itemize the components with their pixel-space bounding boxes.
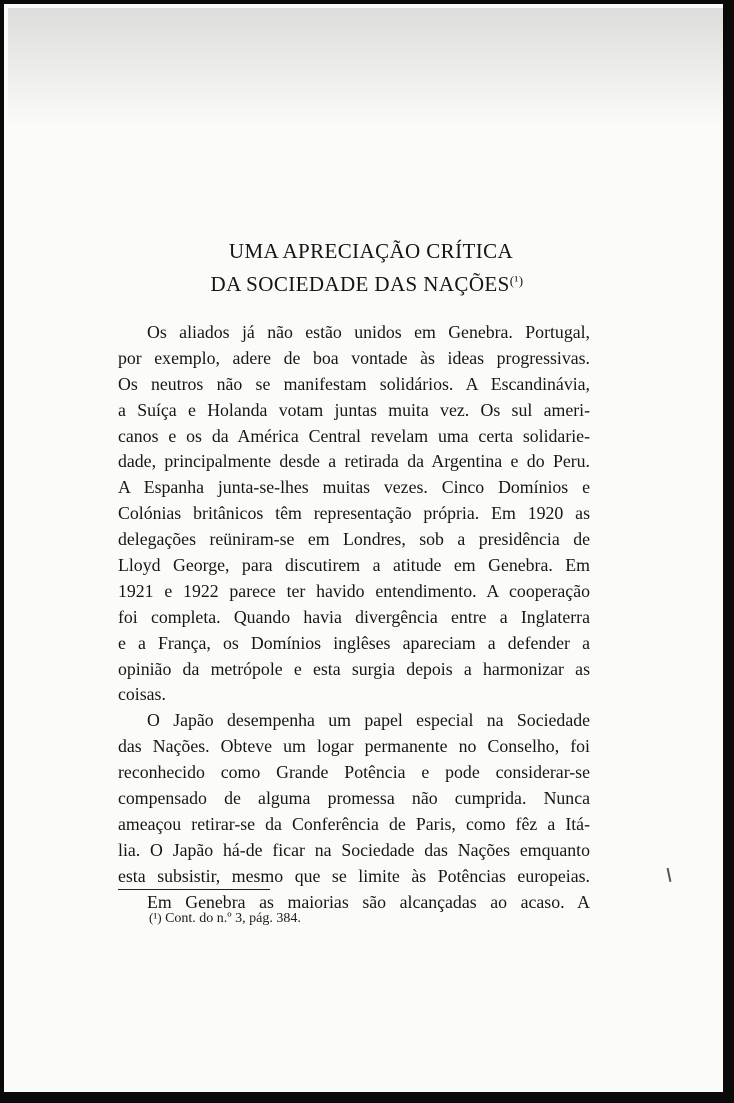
body-line: ameaçou retirar-se da Conferência de Paris, como fêz a Itá- — [118, 813, 590, 834]
article-title-line-1: UMA APRECIAÇÃO CRÍTICA — [228, 239, 514, 263]
body-line: opinião da metrópole e esta surgia depois a harmonizar as — [118, 658, 590, 679]
body-line: Colónias britânicos têm representação própria. Em 1920 as — [118, 503, 590, 524]
body-line: delegações reüniram-se em Londres, sob a presidência de — [118, 529, 590, 550]
article-body — [118, 320, 590, 915]
body-line: esta subsistir, mesmo que se limite às Potências europeias. — [118, 865, 590, 886]
body-line: canos e os da América Central revelam uma certa solidarie- — [118, 425, 590, 446]
footnote — [149, 910, 301, 927]
body-line: Os neutros não se manifestam solidários. A Escandinávia, — [118, 373, 590, 394]
body-line: Lloyd George, para discutirem a atitude em Genebra. Em — [118, 555, 590, 576]
footnote-divider — [118, 889, 270, 890]
body-line: foi completa. Quando havia divergência entre a Inglaterra — [118, 606, 590, 627]
body-line: por exemplo, adere de boa vontade às ideas progressivas. — [118, 347, 590, 368]
body-line: reconhecido como Grande Potência e pode considerar-se — [118, 762, 590, 783]
article-title-line-2: DA SOCIEDADE DAS NAÇÕES$^{(^1)}$ — [210, 272, 524, 296]
body-line: das Nações. Obteve um logar permanente no Conselho, foi — [118, 736, 590, 757]
body-line: coisas. — [118, 684, 166, 705]
footnote-marker: (¹) — [149, 910, 162, 925]
body-line: dade, principalmente desde a retirada da Argentina e do Peru. — [118, 451, 590, 472]
body-line: 1921 e 1922 parece ter havido entendimento. A cooperação — [118, 580, 590, 601]
body-line: Em Genebra as maiorias são alcançadas ao acaso. A — [147, 891, 590, 912]
scan-shading — [8, 8, 727, 128]
body-line: A Espanha junta-se-lhes muitas vezes. Cinco Domínios e — [118, 477, 590, 498]
body-line: e a França, os Domínios inglêses apareciam a defender a — [118, 632, 590, 653]
body-line: lia. O Japão há-de ficar na Sociedade das Nações emquanto — [118, 839, 590, 860]
body-line: O Japão desempenha um papel especial na Sociedade — [147, 710, 590, 731]
margin-mark — [667, 868, 671, 882]
body-line: Os aliados já não estão unidos em Genebra. Portugal, — [147, 322, 590, 342]
body-line: a Suíça e Holanda votam juntas muita vez. Os sul ameri- — [118, 399, 590, 420]
body-line: compensado de alguma promessa não cumprida. Nunca — [118, 788, 590, 809]
footnote-text: Cont. do n.º 3, pág. 384. — [165, 911, 301, 926]
title-footnote-marker: (¹) — [509, 273, 524, 288]
